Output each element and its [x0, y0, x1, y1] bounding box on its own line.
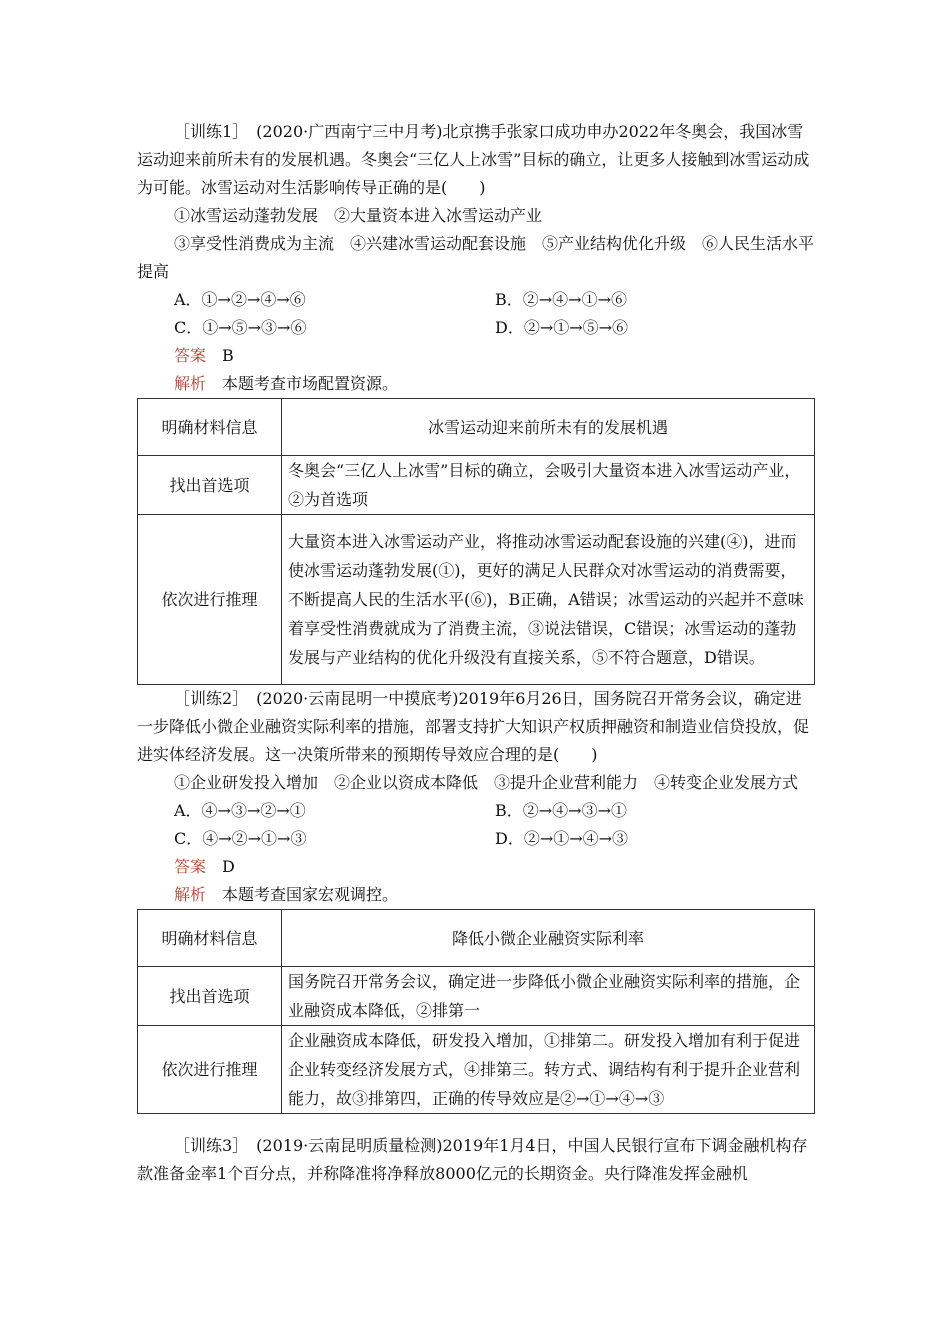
table-row	[138, 399, 815, 456]
exercise-2-options-row-1	[137, 797, 815, 825]
option-a: A．④→③→②→①	[174, 801, 306, 820]
option-d: D．②→①→⑤→⑥	[495, 318, 629, 337]
exercise-2-answer	[137, 853, 815, 881]
answer-value: B	[222, 346, 234, 365]
table-row-header: 明确材料信息	[138, 910, 282, 967]
option-b: B．②→④→③→①	[495, 801, 627, 820]
exercise-2-analysis-table	[137, 909, 815, 1114]
table-row	[138, 1026, 815, 1114]
table-row	[138, 967, 815, 1026]
exercise-1-options-row-1	[137, 286, 815, 314]
analysis-label: 解析	[174, 885, 207, 904]
option-b: B．②→④→①→⑥	[495, 290, 627, 309]
table-row-body: 国务院召开常务会议，确定进一步降低小微企业融资实际利率的措施，企业融资成本降低，②排第一	[282, 967, 815, 1026]
analysis-text: 本题考查市场配置资源。	[222, 374, 399, 393]
analysis-text: 本题考查国家宏观调控。	[222, 885, 399, 904]
option-a: A．①→②→④→⑥	[174, 290, 306, 309]
exercise-1-items-line-2: ③享受性消费成为主流 ④兴建冰雪运动配套设施 ⑤产业结构优化升级 ⑥人民生活水平提高	[137, 234, 815, 281]
exercise-2-stem: ［训练2］ (2020·云南昆明一中摸底考)2019年6月26日，国务院召开常务会议，确定进一步降低小微企业融资实际利率的措施，部署支持扩大知识产权质押融资和制造业信贷投放，促进实体经济发展。这一决策所带来的预期传导效应合理的是( )	[137, 689, 810, 764]
exercise-2-options-row-2	[137, 825, 815, 853]
section-gap	[137, 1114, 815, 1132]
document-page	[137, 118, 815, 1188]
exercise-1-stem: ［训练1］ (2020·广西南宁三中月考)北京携手张家口成功申办2022年冬奥会，我国冰雪运动迎来前所未有的发展机遇。冬奥会“三亿人上冰雪”目标的确立，让更多人接触到冰雪运动成为可能。冰雪运动对生活影响传导正确的是( )	[137, 122, 810, 197]
table-row-header: 找出首选项	[138, 967, 282, 1026]
exercise-1-analysis	[137, 370, 815, 398]
answer-label: 答案	[174, 857, 207, 876]
answer-value: D	[222, 857, 235, 876]
table-row-body: 企业融资成本降低，研发投入增加，①排第二。研发投入增加有利于促进企业转变经济发展方式，④排第三。转方式、调结构有利于提升企业营利能力，故③排第四，正确的传导效应是②→①→④→③	[282, 1026, 815, 1114]
table-row-body: 冰雪运动迎来前所未有的发展机遇	[282, 399, 815, 456]
table-row-body: 冬奥会“三亿人上冰雪”目标的确立，会吸引大量资本进入冰雪运动产业，②为首选项	[282, 456, 815, 515]
analysis-label: 解析	[174, 374, 207, 393]
exercise-1-options-row-2	[137, 314, 815, 342]
exercise-1-answer	[137, 342, 815, 370]
table-row-header: 依次进行推理	[138, 515, 282, 685]
option-d: D．②→①→④→③	[495, 829, 629, 848]
table-row-body: 大量资本进入冰雪运动产业，将推动冰雪运动配套设施的兴建(④)，进而使冰雪运动蓬勃发展(①)，更好的满足人民群众对冰雪运动的消费需要，不断提高人民的生活水平(⑥)，B正确，A错误；冰雪运动的兴起并不意味着享受性消费就成为了消费主流，③说法错误，C错误；冰雪运动的蓬勃发展与产业结构的优化升级没有直接关系，⑤不符合题意，D错误。	[282, 515, 815, 685]
table-row-header: 找出首选项	[138, 456, 282, 515]
table-row-body: 降低小微企业融资实际利率	[282, 910, 815, 967]
exercise-2-items-line-1: ①企业研发投入增加 ②企业以资成本降低 ③提升企业营利能力 ④转变企业发展方式	[174, 773, 799, 792]
exercise-3-stem: ［训练3］ (2019·云南昆明质量检测)2019年1月4日，中国人民银行宣布下调金融机构存款准备金率1个百分点，并称降准将净释放8000亿元的长期资金。央行降准发挥金融机	[137, 1136, 808, 1183]
exercise-1-analysis-table	[137, 398, 815, 685]
table-row	[138, 456, 815, 515]
answer-label: 答案	[174, 346, 207, 365]
table-row	[138, 910, 815, 967]
option-c: C．④→②→①→③	[174, 829, 307, 848]
table-row-header: 依次进行推理	[138, 1026, 282, 1114]
table-row-header: 明确材料信息	[138, 399, 282, 456]
exercise-2-analysis	[137, 881, 815, 909]
table-row	[138, 515, 815, 685]
exercise-1-items-line-1: ①冰雪运动蓬勃发展 ②大量资本进入冰雪运动产业	[174, 206, 543, 225]
option-c: C．①→⑤→③→⑥	[174, 318, 307, 337]
